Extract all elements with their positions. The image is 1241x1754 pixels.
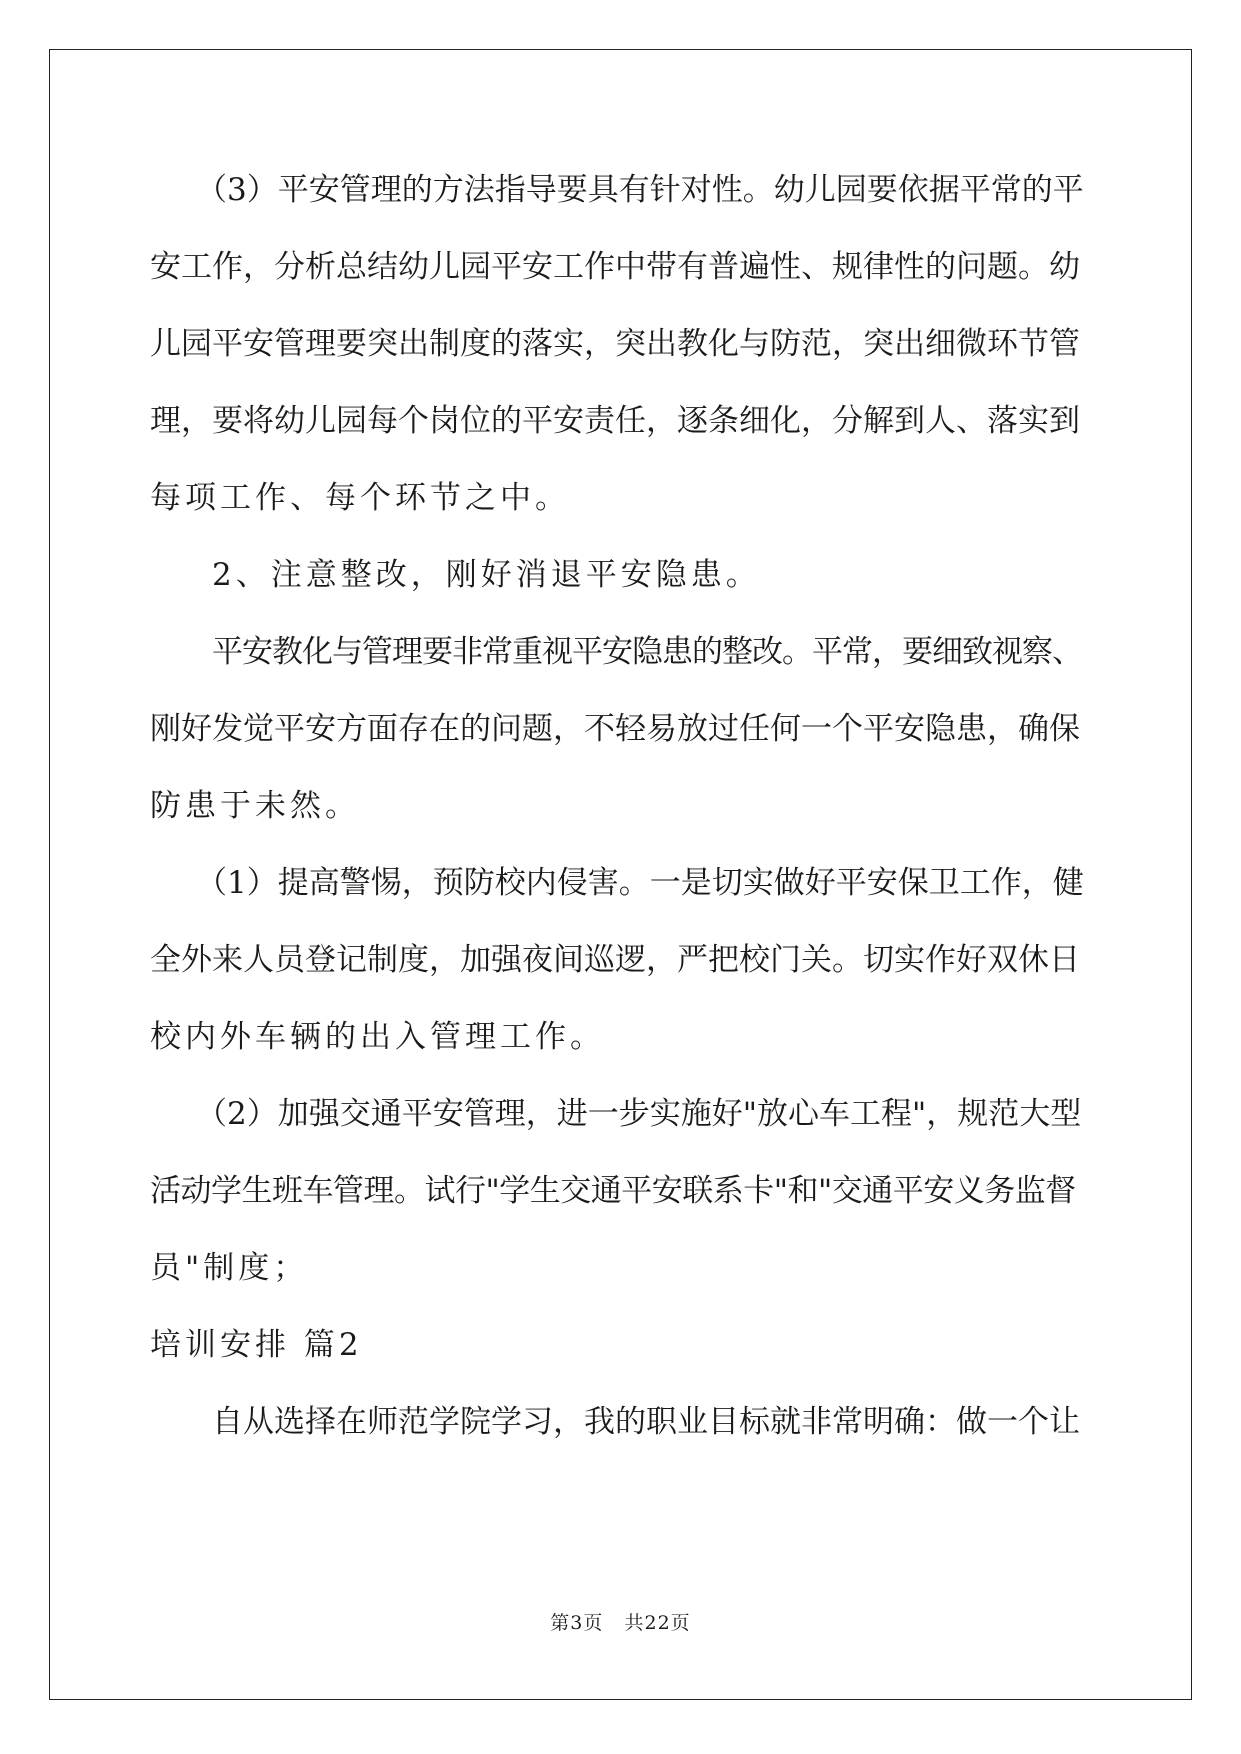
paragraph-1-line-4: 理，要将幼儿园每个岗位的平安责任，逐条细化，分解到人、落实到 (150, 403, 1080, 439)
paragraph-3-line-3: 防患于未然。 (150, 788, 360, 824)
article-section-title: 培训安排 篇2 (150, 1327, 363, 1363)
paragraph-3-line-2: 刚好发觉平安方面存在的问题，不轻易放过任何一个平安隐患，确保 (150, 711, 1080, 747)
paragraph-3-line-1: 平安教化与管理要非常重视平安隐患的整改。平常，要细致视察、 (212, 634, 1082, 670)
paragraph-5-line-1: （2）加强交通平安管理，进一步实施好"放心车工程"，规范大型 (196, 1096, 1082, 1132)
paragraph-6-line-1: 自从选择在师范学院学习，我的职业目标就非常明确：做一个让 (212, 1404, 1080, 1440)
page-number-footer: 第3页 共22页 (550, 1612, 691, 1634)
paragraph-5-line-2: 活动学生班车管理。试行"学生交通平安联系卡"和"交通平安义务监督 (150, 1173, 1076, 1209)
paragraph-1-line-1: （3）平安管理的方法指导要具有针对性。幼儿园要依据平常的平 (196, 172, 1084, 208)
paragraph-4-line-1: （1）提高警惕，预防校内侵害。一是切实做好平安保卫工作，健 (196, 865, 1084, 901)
paragraph-1-line-5: 每项工作、每个环节之中。 (150, 480, 570, 516)
paragraph-4-line-3: 校内外车辆的出入管理工作。 (150, 1019, 605, 1055)
paragraph-1-line-3: 儿园平安管理要突出制度的落实，突出教化与防范，突出细微环节管 (150, 326, 1080, 362)
paragraph-5-line-3: 员"制度； (150, 1250, 309, 1286)
paragraph-1-line-2: 安工作，分析总结幼儿园平安工作中带有普遍性、规律性的问题。幼 (150, 249, 1080, 285)
paragraph-4-line-2: 全外来人员登记制度，加强夜间巡逻，严把校门关。切实作好双休日 (150, 942, 1080, 978)
section-heading-2: 2、注意整改，刚好消退平安隐患。 (212, 557, 761, 593)
